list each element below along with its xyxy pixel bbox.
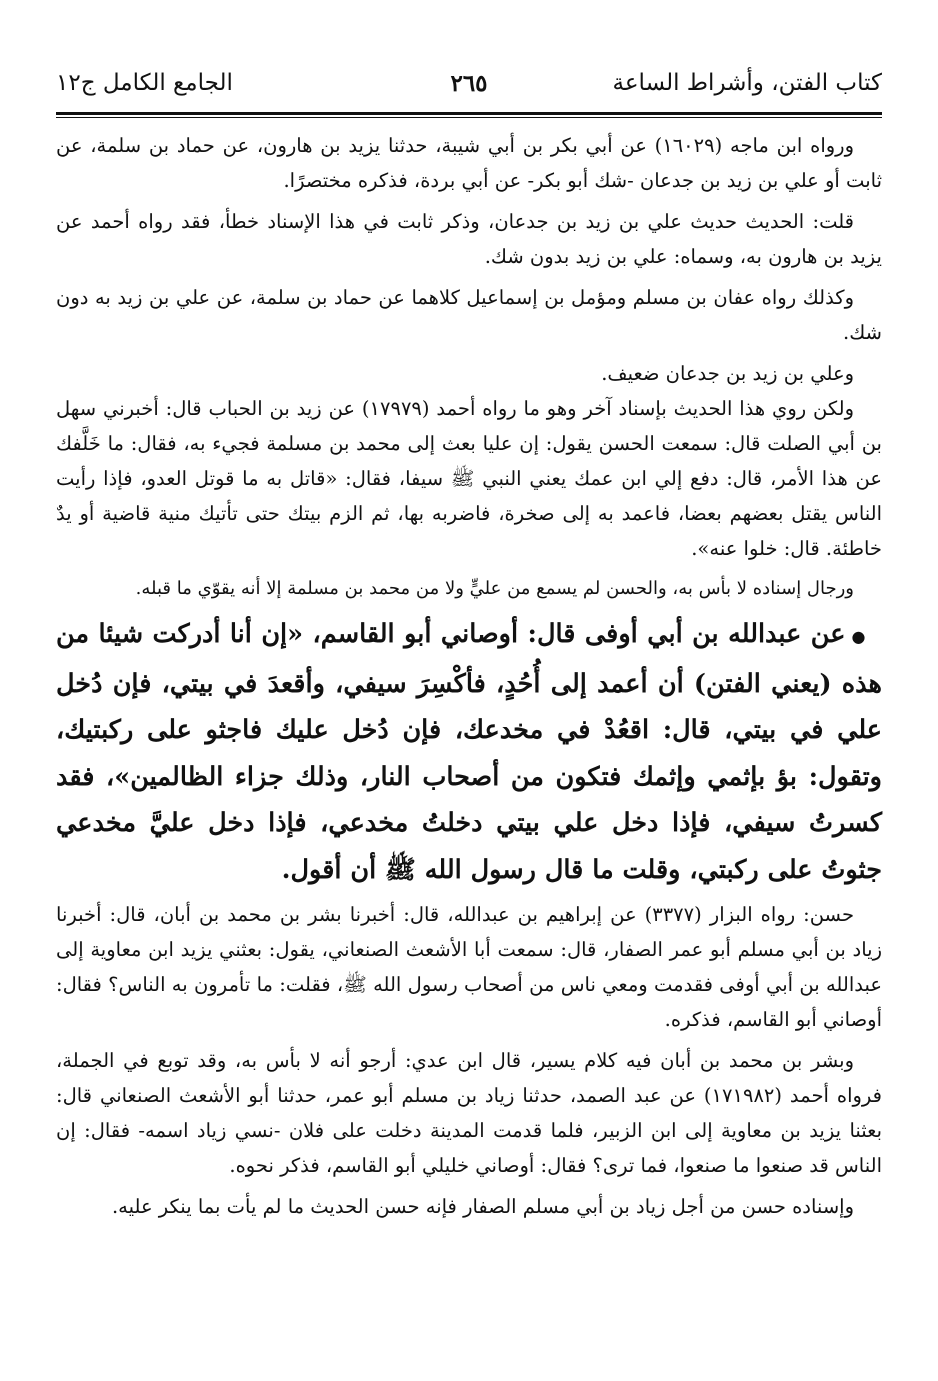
- page-header: [56, 66, 882, 106]
- hadith-bullet: ●: [851, 627, 866, 646]
- paragraph-4: وعلي بن زيد بن جدعان ضعيف.: [601, 362, 854, 385]
- paragraph-3: وكذلك رواه عفان بن مسلم ومؤمل بن إسماعيل كلاهما عن حماد بن سلمة، عن علي بن زيد به دون شك.: [56, 286, 882, 344]
- paragraph-2: قلت: الحديث حديث علي بن زيد بن جدعان، وذكر ثابت في هذا الإسناد خطأ، فقد رواه أحمد عن يزيد بن هارون به، وسماه: علي بن زيد بدون شك.: [56, 210, 882, 268]
- paragraph-1: ورواه ابن ماجه (١٦٠٢٩) عن أبي بكر بن أبي شيبة، حدثنا يزيد بن هارون، عن حماد بن سلمة، عن ثابت أو علي بن زيد بن جدعان -شك أبو بكر- عن أبي بردة، فذكره مختصرًا.: [56, 134, 882, 192]
- paragraph-7: حسن: رواه البزار (٣٣٧٧) عن إبراهيم بن عبدالله، قال: أخبرنا بشر بن محمد بن أبان، قال: أخبرنا زياد بن أبي مسلم أبو عمر الصفار، قال: سمعت أبا الأشعث الصنعاني، يقول: بعثني يزيد ابن معاوية إلى عبدالله بن أبي أوفى فقدمت ومعي ناس من أصحاب رسول الله ﷺ، فقلت: ما تأمرون به الناس؟ فقال: أوصاني أبو القاسم، فذكره.: [56, 903, 882, 1031]
- page-body: [56, 128, 882, 1224]
- hadith-text: عن عبدالله بن أبي أوفى قال: أوصاني أبو القاسم، «إن أنا أدركت شيئا من هذه (يعني الفتن) أن أعمد إلى أُحُدٍ، فأكْسِرَ سيفي، وأقعدَ في بيتي، فإن دُخل علي في بيتي، قال: اقعُدْ في مخدعك، فإن دُخل عليك فاجثو على ركبتيك، وتقول: بؤ بإثمي وإثمك فتكون من أصحاب النار، وذلك جزاء الظالمين»، فقد كسرتُ سيفي، فإذا دخل علي بيتي دخلتُ مخدعي، فإذا دخل عليَّ مخدعي جثوتُ على ركبتي، وقلت ما قال رسول الله ﷺ أن أقول.: [56, 619, 882, 885]
- book-title: كتاب الفتن، وأشراط الساعة: [612, 70, 882, 96]
- paragraph-8: وبشر بن محمد بن أبان فيه كلام يسير، قال ابن عدي: أرجو أنه لا بأس به، وقد توبع في الجملة، فرواه أحمد (١٧١٩٨٢) عن عبد الصمد، حدثنا زياد بن مسلم أبو عمر، حدثنا أبو الأشعث الصنعاني قال: بعثنا يزيد بن معاوية إلى ابن الزبير، فلما قدمت المدينة دخلت على فلان -نسي زياد اسمه- فقال: إن الناس قد صنعوا ما صنعوا، فما ترى؟ فقال: أوصاني خليلي أبو القاسم، فذكر نحوه.: [56, 1049, 882, 1177]
- hadith-text-block: [56, 611, 882, 893]
- paragraph-6: ورجال إسناده لا بأس به، والحسن لم يسمع من عليٍّ ولا من محمد بن مسلمة إلا أنه يقوّي ما قبله.: [135, 578, 854, 599]
- page-number: ٢٦٥: [450, 70, 488, 97]
- paragraph-9: وإسناده حسن من أجل زياد بن أبي مسلم الصفار فإنه حسن الحديث ما لم يأت بما ينكر عليه.: [111, 1195, 854, 1218]
- series-title: الجامع الكامل ج١٢: [56, 70, 233, 96]
- header-rule: [56, 112, 882, 118]
- paragraph-5: ولكن روي هذا الحديث بإسناد آخر وهو ما رواه أحمد (١٧٩٧٩) عن زيد بن الحباب قال: أخبرني سهل بن أبي الصلت قال: سمعت الحسن يقول: إن عليا بعث إلى محمد بن مسلمة فجيء به، فقال: ما خَلَّفك عن هذا الأمر، قال: دفع إلي ابن عمك يعني النبي ﷺ سيفا، فقال: «قاتل به ما قوتل العدو، فإذا رأيت الناس يقتل بعضهم بعضا، فاعمد به إلى صخرة، فاضربه بها، ثم الزم بيتك حتى تأتيك منية قاضية أو يدٌ خاطئة. قال: خلوا عنه».: [56, 397, 882, 560]
